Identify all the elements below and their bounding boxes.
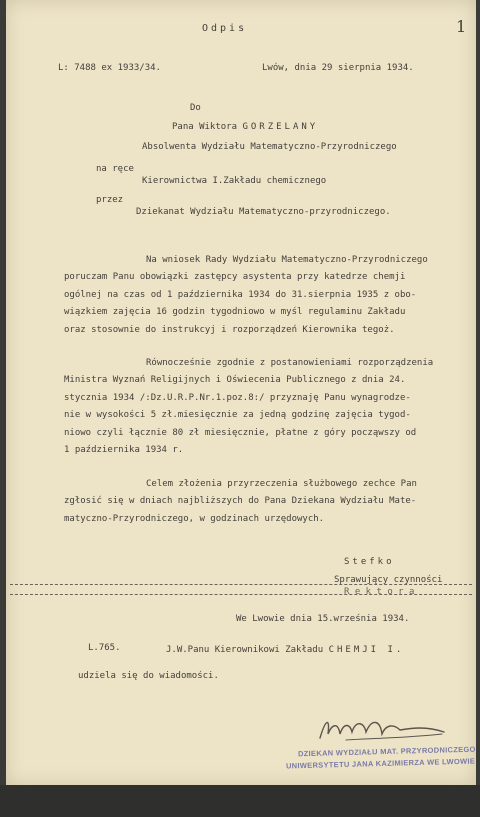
- reference-number: L: 7488 ex 1933/34.: [58, 63, 161, 73]
- document-page: [6, 0, 476, 785]
- body-line: oraz stosownie do instrukcyj i rozporządzeń Kierownika tegoż.: [64, 325, 395, 335]
- endorsement-addressee: [166, 643, 404, 657]
- body-line: stycznia 1934 /:Dz.U.R.P.Nr.1.poz.8:/ przyznaję Panu wynagrodze-: [64, 393, 411, 403]
- document-title: Odpis: [202, 23, 248, 34]
- body-line: nie w wysokości 5 zł.miesięcznie za jedną godzinę zajęcia tygod-: [64, 410, 411, 420]
- through-text: Dziekanat Wydziału Matematyczno-przyrodniczego.: [136, 207, 391, 217]
- stamp-line-2: UNIWERSYTETU JANA KAZIMIERZA WE LWOWIE: [285, 756, 476, 771]
- page-mark: 1: [456, 17, 467, 36]
- handwritten-signature: [316, 712, 456, 746]
- recipient-prefix: Pana Wiktora: [172, 122, 238, 132]
- stamp-line-1: DZIEKAN WYDZIAŁU MAT. PRZYRODNICZEGO: [297, 744, 476, 759]
- signatory-role: Sprawujący czynności: [334, 575, 443, 585]
- body-line: matyczno-Przyrodniczego, w godzinach urzędowych.: [64, 514, 325, 524]
- place-date: Lwów, dnia 29 sierpnia 1934.: [262, 63, 414, 73]
- body-line: Ministra Wyznań Religijnych i Oświecenia Publicznego z dnia 24.: [64, 375, 406, 385]
- body-line: zgłosić się w dniach najbliższych do Pana Dziekana Wydziału Mate-: [64, 496, 417, 506]
- addressee-dept: CHEMJI I.: [328, 645, 405, 655]
- body-line: poruczam Panu obowiązki zastępcy asystenta przy katedrze chemji: [64, 272, 406, 282]
- divider-line: [10, 594, 472, 595]
- recipient-line: [172, 120, 318, 134]
- signatory-name: Stefko: [344, 557, 395, 567]
- through-label: przez: [96, 195, 124, 205]
- body-line: 1 października 1934 r.: [64, 445, 184, 455]
- endorsement-place-date: We Lwowie dnia 15.września 1934.: [236, 614, 410, 624]
- body-line: Celem złożenia przyrzeczenia służbowego zechce Pan: [146, 479, 417, 489]
- body-line: Na wniosek Rady Wydziału Matematyczno-Przyrodniczego: [146, 255, 428, 265]
- body-line: niowo czyli łącznie 80 zł miesięcznie, płatne z góry począwszy od: [64, 428, 417, 438]
- address-do: Do: [190, 103, 201, 113]
- divider-line: [10, 584, 472, 585]
- body-line: ogólnej na czas od 1 października 1934 do 31.sierpnia 1935 z obo-: [64, 290, 417, 300]
- scan-background: [0, 785, 480, 817]
- endorsement-reference: L.765.: [88, 643, 121, 653]
- body-line: Równocześnie zgodnie z postanowieniami rozporządzenia: [146, 358, 434, 368]
- via-label: na ręce: [96, 164, 134, 174]
- endorsement-note: udziela się do wiadomości.: [78, 671, 219, 681]
- addressee-text: J.W.Panu Kierownikowi Zakładu: [166, 645, 324, 655]
- recipient-title: Absolwenta Wydziału Matematyczno-Przyrodniczego: [142, 142, 397, 152]
- signatory-role-rektor: R e k t o r a: [344, 587, 415, 597]
- via-text: Kierownictwa I.Zakładu chemicznego: [142, 176, 327, 186]
- recipient-surname: GORZELANY: [242, 122, 319, 132]
- body-line: wiązkiem zajęcia 16 godzin tygodniowo w myśl regulaminu Zakładu: [64, 307, 406, 317]
